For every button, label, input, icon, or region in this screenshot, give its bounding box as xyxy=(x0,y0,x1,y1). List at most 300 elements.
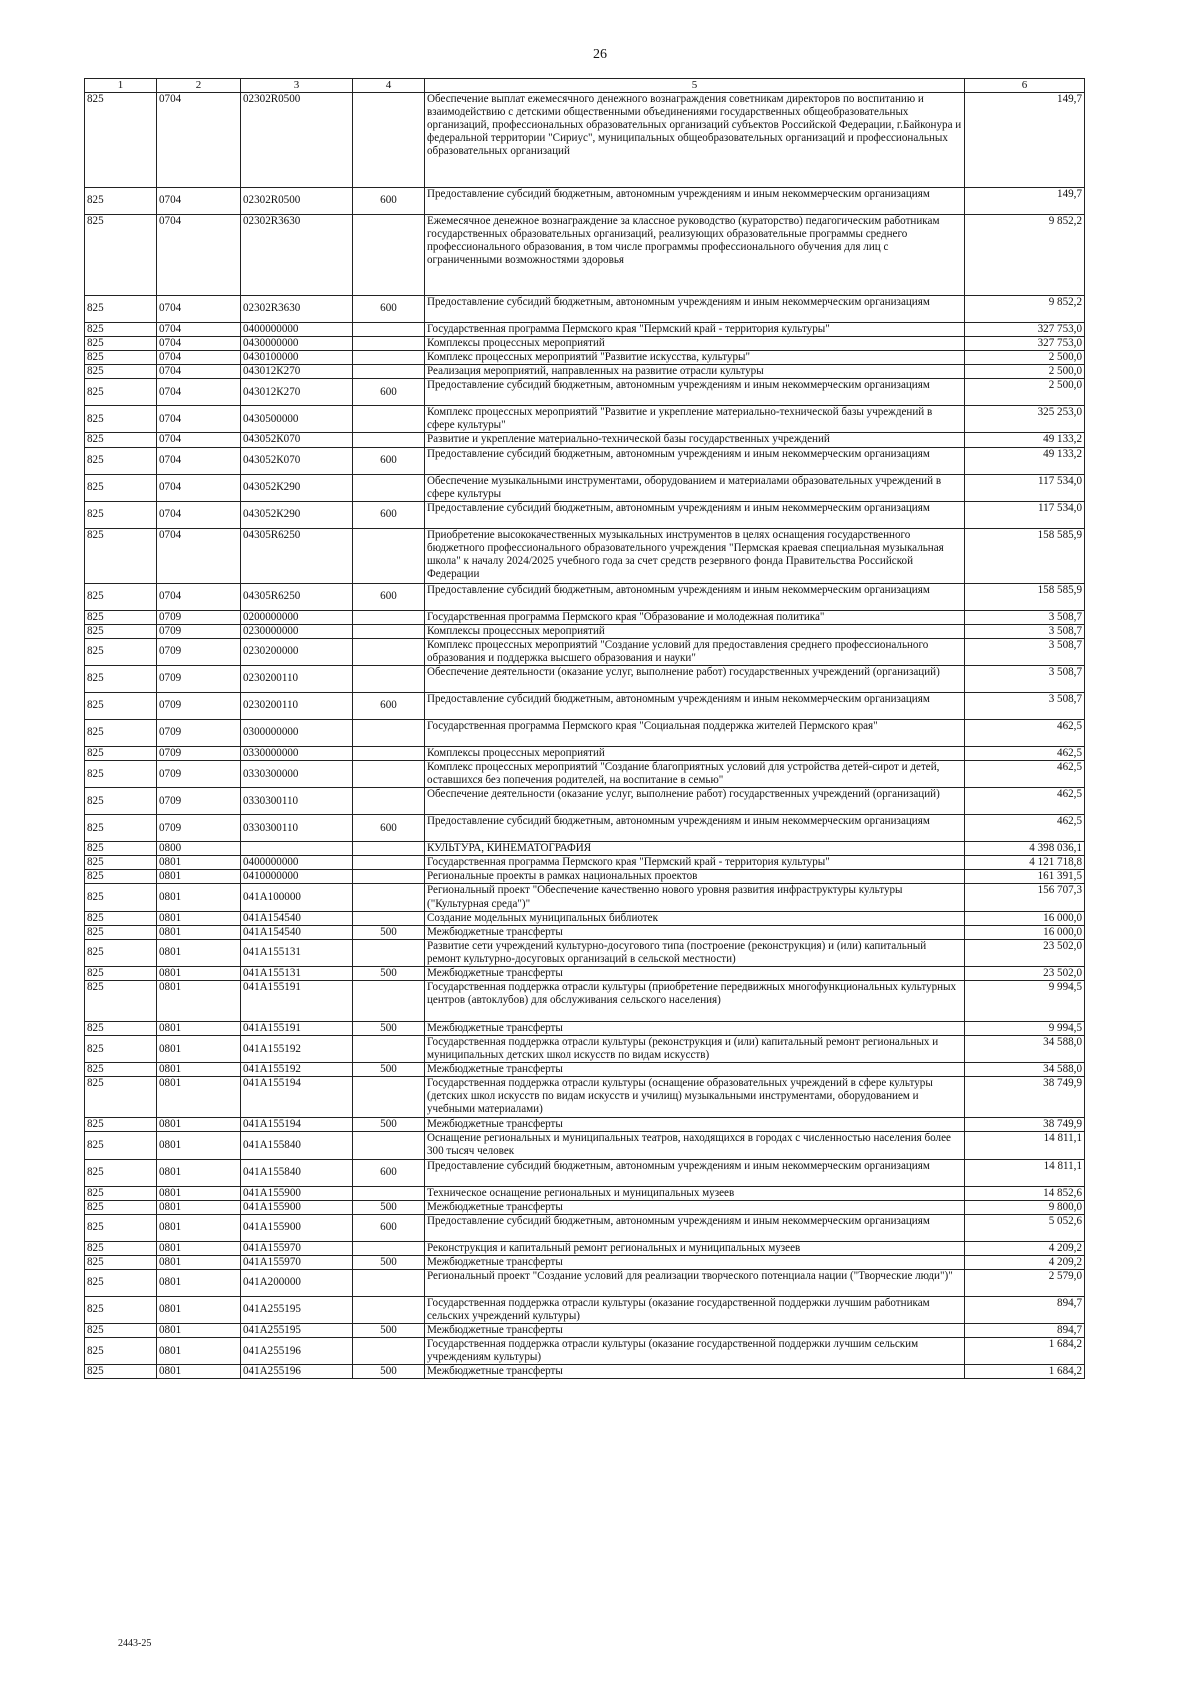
table-row xyxy=(85,1077,1085,1118)
description-cell: Обеспечение деятельности (оказание услуг, выполнение работ) государственных учреждений (организаций) xyxy=(425,788,965,815)
description-cell: Предоставление субсидий бюджетным, автономным учреждениям и иным некоммерческим организациям xyxy=(425,447,965,474)
admin-code-cell: 825 xyxy=(85,187,157,214)
expense-type-cell xyxy=(353,406,425,433)
table-row xyxy=(85,1365,1085,1379)
section-code-cell: 0801 xyxy=(157,1159,241,1186)
amount-cell: 2 579,0 xyxy=(965,1269,1085,1296)
table-row xyxy=(85,1186,1085,1200)
amount-cell: 4 121 718,8 xyxy=(965,856,1085,870)
expense-type-cell: 600 xyxy=(353,187,425,214)
description-cell: Создание модельных муниципальных библиотек xyxy=(425,911,965,925)
section-code-cell: 0704 xyxy=(157,474,241,501)
section-code-cell: 0801 xyxy=(157,870,241,884)
admin-code-cell: 825 xyxy=(85,1241,157,1255)
admin-code-cell: 825 xyxy=(85,433,157,447)
target-article-cell: 043012К270 xyxy=(241,365,353,379)
expense-type-cell: 500 xyxy=(353,1255,425,1269)
description-cell: Предоставление субсидий бюджетным, автономным учреждениям и иным некоммерческим организациям xyxy=(425,692,965,719)
amount-cell: 9 994,5 xyxy=(965,1022,1085,1036)
expense-type-cell: 500 xyxy=(353,966,425,980)
amount-cell: 149,7 xyxy=(965,187,1085,214)
admin-code-cell: 825 xyxy=(85,719,157,746)
admin-code-cell: 825 xyxy=(85,1118,157,1132)
description-cell: Предоставление субсидий бюджетным, автономным учреждениям и иным некоммерческим организациям xyxy=(425,295,965,322)
header-cell-6: 6 xyxy=(965,79,1085,93)
description-cell: Предоставление субсидий бюджетным, автономным учреждениям и иным некоммерческим организациям xyxy=(425,1159,965,1186)
admin-code-cell: 825 xyxy=(85,1365,157,1379)
target-article-cell: 041А155840 xyxy=(241,1159,353,1186)
admin-code-cell: 825 xyxy=(85,692,157,719)
amount-cell: 14 811,1 xyxy=(965,1159,1085,1186)
expense-type-cell: 600 xyxy=(353,447,425,474)
expense-type-cell xyxy=(353,884,425,911)
description-cell: Обеспечение музыкальными инструментами, оборудованием и материалами образовательных учреждений в сфере культуры xyxy=(425,474,965,501)
admin-code-cell: 825 xyxy=(85,761,157,788)
table-row xyxy=(85,528,1085,583)
expense-type-cell xyxy=(353,1296,425,1323)
amount-cell: 462,5 xyxy=(965,815,1085,842)
amount-cell: 16 000,0 xyxy=(965,925,1085,939)
section-code-cell: 0801 xyxy=(157,1255,241,1269)
target-article-cell: 04305R6250 xyxy=(241,583,353,610)
admin-code-cell: 825 xyxy=(85,870,157,884)
admin-code-cell: 825 xyxy=(85,1132,157,1159)
section-code-cell: 0801 xyxy=(157,1269,241,1296)
amount-cell: 149,7 xyxy=(965,92,1085,187)
target-article-cell: 041А155192 xyxy=(241,1063,353,1077)
table-row xyxy=(85,1022,1085,1036)
expense-type-cell xyxy=(353,1241,425,1255)
description-cell: Государственная поддержка отрасли культуры (приобретение передвижных многофункциональных культурных центров (автоклубов) для обслуживания сельского населения) xyxy=(425,981,965,1022)
section-code-cell: 0709 xyxy=(157,788,241,815)
amount-cell: 894,7 xyxy=(965,1296,1085,1323)
admin-code-cell: 825 xyxy=(85,815,157,842)
description-cell: Межбюджетные трансферты xyxy=(425,1118,965,1132)
table-row xyxy=(85,214,1085,295)
expense-type-cell: 500 xyxy=(353,1324,425,1338)
description-cell: КУЛЬТУРА, КИНЕМАТОГРАФИЯ xyxy=(425,842,965,856)
expense-type-cell xyxy=(353,761,425,788)
description-cell: Межбюджетные трансферты xyxy=(425,1255,965,1269)
expense-type-cell: 600 xyxy=(353,692,425,719)
header-cell-3: 3 xyxy=(241,79,353,93)
admin-code-cell: 825 xyxy=(85,939,157,966)
admin-code-cell: 825 xyxy=(85,92,157,187)
target-article-cell: 041А155970 xyxy=(241,1255,353,1269)
table-row xyxy=(85,1296,1085,1323)
amount-cell: 158 585,9 xyxy=(965,528,1085,583)
description-cell: Оснащение региональных и муниципальных театров, находящихся в городах с численностью населения более 300 тысяч человек xyxy=(425,1132,965,1159)
expense-type-cell xyxy=(353,528,425,583)
description-cell: Межбюджетные трансферты xyxy=(425,966,965,980)
table-row xyxy=(85,624,1085,638)
table-row xyxy=(85,433,1085,447)
target-article-cell: 0330000000 xyxy=(241,746,353,760)
target-article-cell: 041А155840 xyxy=(241,1132,353,1159)
target-article-cell: 0330300110 xyxy=(241,788,353,815)
section-code-cell: 0709 xyxy=(157,719,241,746)
admin-code-cell: 825 xyxy=(85,966,157,980)
admin-code-cell: 825 xyxy=(85,1063,157,1077)
description-cell: Региональные проекты в рамках национальных проектов xyxy=(425,870,965,884)
section-code-cell: 0709 xyxy=(157,665,241,692)
description-cell: Межбюджетные трансферты xyxy=(425,925,965,939)
expense-type-cell xyxy=(353,610,425,624)
footer-code: 2443-25 xyxy=(118,1638,152,1649)
admin-code-cell: 825 xyxy=(85,1296,157,1323)
section-code-cell: 0801 xyxy=(157,1200,241,1214)
amount-cell: 3 508,7 xyxy=(965,638,1085,665)
target-article-cell: 041А155194 xyxy=(241,1077,353,1118)
table-row xyxy=(85,92,1085,187)
section-code-cell: 0801 xyxy=(157,939,241,966)
target-article-cell: 041А155194 xyxy=(241,1118,353,1132)
target-article-cell xyxy=(241,842,353,856)
table-row xyxy=(85,583,1085,610)
target-article-cell: 041А255196 xyxy=(241,1338,353,1365)
expense-type-cell xyxy=(353,856,425,870)
target-article-cell: 041А100000 xyxy=(241,884,353,911)
target-article-cell: 02302R0500 xyxy=(241,92,353,187)
amount-cell: 117 534,0 xyxy=(965,501,1085,528)
table-row xyxy=(85,351,1085,365)
amount-cell: 16 000,0 xyxy=(965,911,1085,925)
table-row xyxy=(85,1036,1085,1063)
description-cell: Комплекс процессных мероприятий "Создание условий для предоставления среднего профессионального образования и поддержка высшего образования и науки" xyxy=(425,638,965,665)
section-code-cell: 0709 xyxy=(157,692,241,719)
expense-type-cell xyxy=(353,1077,425,1118)
table-row xyxy=(85,365,1085,379)
table-row xyxy=(85,746,1085,760)
amount-cell: 9 994,5 xyxy=(965,981,1085,1022)
description-cell: Комплекс процессных мероприятий "Развитие искусства, культуры" xyxy=(425,351,965,365)
section-code-cell: 0709 xyxy=(157,746,241,760)
section-code-cell: 0801 xyxy=(157,1214,241,1241)
amount-cell: 14 811,1 xyxy=(965,1132,1085,1159)
amount-cell: 894,7 xyxy=(965,1324,1085,1338)
amount-cell: 49 133,2 xyxy=(965,447,1085,474)
section-code-cell: 0709 xyxy=(157,815,241,842)
target-article-cell: 02302R3630 xyxy=(241,214,353,295)
target-article-cell: 0410000000 xyxy=(241,870,353,884)
description-cell: Комплексы процессных мероприятий xyxy=(425,746,965,760)
target-article-cell: 043052К070 xyxy=(241,433,353,447)
table-row xyxy=(85,1063,1085,1077)
amount-cell: 2 500,0 xyxy=(965,351,1085,365)
amount-cell: 462,5 xyxy=(965,761,1085,788)
description-cell: Государственная поддержка отрасли культуры (оказание государственной поддержки лучшим сельским учреждениям культуры) xyxy=(425,1338,965,1365)
expense-type-cell xyxy=(353,1338,425,1365)
admin-code-cell: 825 xyxy=(85,665,157,692)
header-row xyxy=(85,79,1085,93)
expense-type-cell xyxy=(353,981,425,1022)
table-row xyxy=(85,719,1085,746)
expense-type-cell: 600 xyxy=(353,583,425,610)
amount-cell: 156 707,3 xyxy=(965,884,1085,911)
target-article-cell: 041А154540 xyxy=(241,911,353,925)
table-row xyxy=(85,187,1085,214)
table-row xyxy=(85,788,1085,815)
amount-cell: 327 753,0 xyxy=(965,322,1085,336)
expense-type-cell xyxy=(353,638,425,665)
amount-cell: 2 500,0 xyxy=(965,379,1085,406)
description-cell: Предоставление субсидий бюджетным, автономным учреждениям и иным некоммерческим организациям xyxy=(425,1214,965,1241)
target-article-cell: 0400000000 xyxy=(241,856,353,870)
expense-type-cell xyxy=(353,1269,425,1296)
amount-cell: 462,5 xyxy=(965,788,1085,815)
expense-type-cell xyxy=(353,788,425,815)
admin-code-cell: 825 xyxy=(85,911,157,925)
table-row xyxy=(85,815,1085,842)
table-row xyxy=(85,638,1085,665)
section-code-cell: 0801 xyxy=(157,1296,241,1323)
section-code-cell: 0704 xyxy=(157,501,241,528)
header-cell-5: 5 xyxy=(425,79,965,93)
expense-type-cell xyxy=(353,351,425,365)
expense-type-cell: 600 xyxy=(353,1159,425,1186)
table-row xyxy=(85,1159,1085,1186)
target-article-cell: 02302R0500 xyxy=(241,187,353,214)
amount-cell: 5 052,6 xyxy=(965,1214,1085,1241)
section-code-cell: 0704 xyxy=(157,365,241,379)
table-row xyxy=(85,870,1085,884)
admin-code-cell: 825 xyxy=(85,1338,157,1365)
amount-cell: 3 508,7 xyxy=(965,610,1085,624)
amount-cell: 462,5 xyxy=(965,746,1085,760)
target-article-cell: 041А255195 xyxy=(241,1324,353,1338)
target-article-cell: 041А255195 xyxy=(241,1296,353,1323)
amount-cell: 4 209,2 xyxy=(965,1241,1085,1255)
admin-code-cell: 825 xyxy=(85,1186,157,1200)
section-code-cell: 0801 xyxy=(157,966,241,980)
target-article-cell: 0230200110 xyxy=(241,665,353,692)
budget-table xyxy=(84,78,1085,1379)
description-cell: Предоставление субсидий бюджетным, автономным учреждениям и иным некоммерческим организациям xyxy=(425,187,965,214)
expense-type-cell xyxy=(353,1186,425,1200)
expense-type-cell xyxy=(353,365,425,379)
table-row xyxy=(85,379,1085,406)
amount-cell: 158 585,9 xyxy=(965,583,1085,610)
target-article-cell: 0200000000 xyxy=(241,610,353,624)
table-row xyxy=(85,1200,1085,1214)
target-article-cell: 041А200000 xyxy=(241,1269,353,1296)
expense-type-cell: 600 xyxy=(353,815,425,842)
admin-code-cell: 825 xyxy=(85,447,157,474)
amount-cell: 4 209,2 xyxy=(965,1255,1085,1269)
table-row xyxy=(85,966,1085,980)
section-code-cell: 0801 xyxy=(157,925,241,939)
description-cell: Предоставление субсидий бюджетным, автономным учреждениям и иным некоммерческим организациям xyxy=(425,583,965,610)
admin-code-cell: 825 xyxy=(85,925,157,939)
description-cell: Межбюджетные трансферты xyxy=(425,1200,965,1214)
admin-code-cell: 825 xyxy=(85,379,157,406)
section-code-cell: 0801 xyxy=(157,1338,241,1365)
amount-cell: 3 508,7 xyxy=(965,624,1085,638)
description-cell: Государственная программа Пермского края "Пермский край - территория культуры" xyxy=(425,856,965,870)
amount-cell: 9 800,0 xyxy=(965,1200,1085,1214)
section-code-cell: 0704 xyxy=(157,214,241,295)
target-article-cell: 041А155191 xyxy=(241,981,353,1022)
amount-cell: 23 502,0 xyxy=(965,966,1085,980)
target-article-cell: 041А255196 xyxy=(241,1365,353,1379)
amount-cell: 4 398 036,1 xyxy=(965,842,1085,856)
section-code-cell: 0704 xyxy=(157,187,241,214)
expense-type-cell xyxy=(353,337,425,351)
target-article-cell: 041А155900 xyxy=(241,1186,353,1200)
target-article-cell: 043052К290 xyxy=(241,474,353,501)
admin-code-cell: 825 xyxy=(85,501,157,528)
description-cell: Межбюджетные трансферты xyxy=(425,1365,965,1379)
admin-code-cell: 825 xyxy=(85,214,157,295)
target-article-cell: 043052К070 xyxy=(241,447,353,474)
amount-cell: 9 852,2 xyxy=(965,295,1085,322)
description-cell: Предоставление субсидий бюджетным, автономным учреждениям и иным некоммерческим организациям xyxy=(425,379,965,406)
target-article-cell: 041А155192 xyxy=(241,1036,353,1063)
section-code-cell: 0801 xyxy=(157,981,241,1022)
description-cell: Развитие и укрепление материально-технической базы государственных учреждений xyxy=(425,433,965,447)
section-code-cell: 0704 xyxy=(157,351,241,365)
table-row xyxy=(85,842,1085,856)
admin-code-cell: 825 xyxy=(85,842,157,856)
admin-code-cell: 825 xyxy=(85,528,157,583)
target-article-cell: 041А155970 xyxy=(241,1241,353,1255)
description-cell: Межбюджетные трансферты xyxy=(425,1022,965,1036)
target-article-cell: 0230200000 xyxy=(241,638,353,665)
table-row xyxy=(85,501,1085,528)
target-article-cell: 043052К290 xyxy=(241,501,353,528)
target-article-cell: 02302R3630 xyxy=(241,295,353,322)
table-row xyxy=(85,665,1085,692)
section-code-cell: 0801 xyxy=(157,1036,241,1063)
target-article-cell: 041А155900 xyxy=(241,1214,353,1241)
header-cell-1: 1 xyxy=(85,79,157,93)
section-code-cell: 0801 xyxy=(157,1132,241,1159)
section-code-cell: 0704 xyxy=(157,583,241,610)
section-code-cell: 0801 xyxy=(157,1063,241,1077)
description-cell: Межбюджетные трансферты xyxy=(425,1063,965,1077)
admin-code-cell: 825 xyxy=(85,322,157,336)
header-cell-4: 4 xyxy=(353,79,425,93)
section-code-cell: 0704 xyxy=(157,322,241,336)
admin-code-cell: 825 xyxy=(85,474,157,501)
admin-code-cell: 825 xyxy=(85,365,157,379)
expense-type-cell xyxy=(353,214,425,295)
target-article-cell: 041А155191 xyxy=(241,1022,353,1036)
section-code-cell: 0704 xyxy=(157,379,241,406)
section-code-cell: 0801 xyxy=(157,1365,241,1379)
description-cell: Техническое оснащение региональных и муниципальных музеев xyxy=(425,1186,965,1200)
admin-code-cell: 825 xyxy=(85,1077,157,1118)
description-cell: Комплексы процессных мероприятий xyxy=(425,624,965,638)
target-article-cell: 0330300000 xyxy=(241,761,353,788)
amount-cell: 325 253,0 xyxy=(965,406,1085,433)
expense-type-cell xyxy=(353,322,425,336)
section-code-cell: 0704 xyxy=(157,433,241,447)
section-code-cell: 0704 xyxy=(157,92,241,187)
expense-type-cell xyxy=(353,870,425,884)
expense-type-cell xyxy=(353,719,425,746)
expense-type-cell: 500 xyxy=(353,1200,425,1214)
target-article-cell: 0430100000 xyxy=(241,351,353,365)
expense-type-cell: 600 xyxy=(353,1214,425,1241)
description-cell: Межбюджетные трансферты xyxy=(425,1324,965,1338)
amount-cell: 3 508,7 xyxy=(965,692,1085,719)
description-cell: Реконструкция и капитальный ремонт региональных и муниципальных музеев xyxy=(425,1241,965,1255)
amount-cell: 117 534,0 xyxy=(965,474,1085,501)
expense-type-cell: 500 xyxy=(353,1365,425,1379)
description-cell: Обеспечение выплат ежемесячного денежного вознаграждения советникам директоров по воспитанию и взаимодействию с детскими общественными объединениями государственных общеобразовательных организаций, профессиональных образовательных организаций субъектов Российской Федерации, г.Байконура и федеральной территории "Сириус", муниципальных общеобразовательных организаций и профессиональных образовательных организаций xyxy=(425,92,965,187)
table-row xyxy=(85,322,1085,336)
expense-type-cell xyxy=(353,474,425,501)
description-cell: Государственная поддержка отрасли культуры (оснащение образовательных учреждений в сфере культуры (детских школ искусств по видам искусств и училищ) музыкальными инструментами, оборудованием и учебными материалами) xyxy=(425,1077,965,1118)
target-article-cell: 0430000000 xyxy=(241,337,353,351)
target-article-cell: 043012К270 xyxy=(241,379,353,406)
expense-type-cell xyxy=(353,939,425,966)
section-code-cell: 0801 xyxy=(157,1077,241,1118)
admin-code-cell: 825 xyxy=(85,406,157,433)
target-article-cell: 0230000000 xyxy=(241,624,353,638)
description-cell: Реализация мероприятий, направленных на развитие отрасли культуры xyxy=(425,365,965,379)
section-code-cell: 0801 xyxy=(157,1022,241,1036)
target-article-cell: 041А154540 xyxy=(241,925,353,939)
amount-cell: 1 684,2 xyxy=(965,1365,1085,1379)
admin-code-cell: 825 xyxy=(85,884,157,911)
description-cell: Государственная поддержка отрасли культуры (реконструкция и (или) капитальный ремонт региональных и муниципальных детских школ искусств по видам искусств) xyxy=(425,1036,965,1063)
description-cell: Государственная программа Пермского края "Пермский край - территория культуры" xyxy=(425,322,965,336)
admin-code-cell: 825 xyxy=(85,610,157,624)
target-article-cell: 0430500000 xyxy=(241,406,353,433)
expense-type-cell xyxy=(353,746,425,760)
description-cell: Предоставление субсидий бюджетным, автономным учреждениям и иным некоммерческим организациям xyxy=(425,501,965,528)
amount-cell: 327 753,0 xyxy=(965,337,1085,351)
expense-type-cell xyxy=(353,624,425,638)
section-code-cell: 0704 xyxy=(157,406,241,433)
section-code-cell: 0801 xyxy=(157,856,241,870)
section-code-cell: 0801 xyxy=(157,1241,241,1255)
amount-cell: 38 749,9 xyxy=(965,1077,1085,1118)
admin-code-cell: 825 xyxy=(85,1200,157,1214)
expense-type-cell xyxy=(353,911,425,925)
table-row xyxy=(85,1214,1085,1241)
section-code-cell: 0709 xyxy=(157,610,241,624)
header-cell-2: 2 xyxy=(157,79,241,93)
amount-cell: 462,5 xyxy=(965,719,1085,746)
admin-code-cell: 825 xyxy=(85,337,157,351)
expense-type-cell xyxy=(353,433,425,447)
target-article-cell: 0230200110 xyxy=(241,692,353,719)
target-article-cell: 0300000000 xyxy=(241,719,353,746)
section-code-cell: 0801 xyxy=(157,1186,241,1200)
expense-type-cell: 500 xyxy=(353,1063,425,1077)
table-row xyxy=(85,474,1085,501)
admin-code-cell: 825 xyxy=(85,1269,157,1296)
expense-type-cell xyxy=(353,842,425,856)
description-cell: Развитие сети учреждений культурно-досугового типа (построение (реконструкция) и (или) капитальный ремонт культурно-досуговых организаций в сельской местности) xyxy=(425,939,965,966)
description-cell: Комплекс процессных мероприятий "Создание благоприятных условий для устройства детей-сирот и детей, оставшихся без попечения родителей, на воспитание в семью" xyxy=(425,761,965,788)
description-cell: Комплекс процессных мероприятий "Развитие и укрепление материально-технической базы учреждений в сфере культуры" xyxy=(425,406,965,433)
table-body xyxy=(85,92,1085,1378)
amount-cell: 3 508,7 xyxy=(965,665,1085,692)
section-code-cell: 0709 xyxy=(157,761,241,788)
table-row xyxy=(85,1132,1085,1159)
description-cell: Комплексы процессных мероприятий xyxy=(425,337,965,351)
admin-code-cell: 825 xyxy=(85,1159,157,1186)
section-code-cell: 0704 xyxy=(157,337,241,351)
description-cell: Региональный проект "Обеспечение качественно нового уровня развития инфраструктуры культуры ("Культурная среда")" xyxy=(425,884,965,911)
admin-code-cell: 825 xyxy=(85,856,157,870)
expense-type-cell: 600 xyxy=(353,379,425,406)
section-code-cell: 0801 xyxy=(157,884,241,911)
